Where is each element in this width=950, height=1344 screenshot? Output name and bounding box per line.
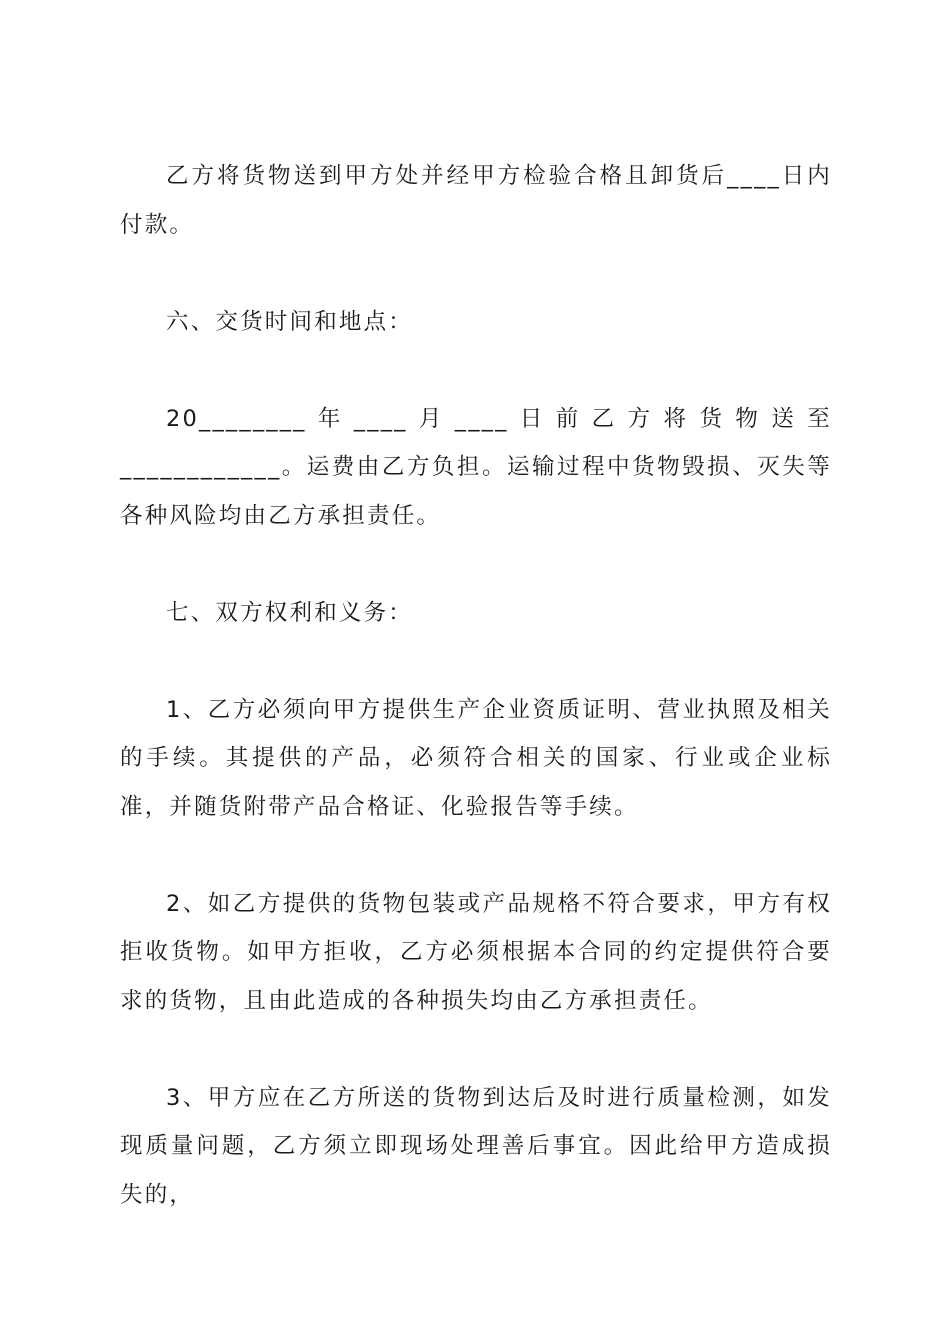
section-heading-rights-obligations: 七、双方权利和义务：: [166, 599, 414, 626]
paragraph-clause-2: 2、如乙方提供的货物包装或产品规格不符合要求，甲方有权拒收货物。如甲方拒收，乙方必须根据本合同的约定提供符合要求的货物，且由此造成的各种损失均由乙方承担责任。: [120, 890, 832, 1014]
paragraph-clause-1: 1、乙方必须向甲方提供生产企业资质证明、营业执照及相关的手续。其提供的产品，必须符合相关的国家、行业或企业标准，并随货附带产品合格证、化验报告等手续。: [120, 696, 832, 820]
section-heading-delivery: 六、交货时间和地点：: [166, 308, 414, 335]
paragraph-payment-terms: 乙方将货物送到甲方处并经甲方检验合格且卸货后____日内付款。: [120, 163, 832, 238]
paragraph-delivery-details: 20________年____月____日前乙方将货物送至____________。运费由乙方负担。运输过程中货物毁损、灭失等各种风险均由乙方承担责任。: [120, 405, 832, 529]
document-body: [120, 152, 832, 1268]
paragraph-clause-3: 3、甲方应在乙方所送的货物到达后及时进行质量检测，如发现质量问题，乙方须立即现场处理善后事宜。因此给甲方造成损失的，: [120, 1084, 832, 1208]
